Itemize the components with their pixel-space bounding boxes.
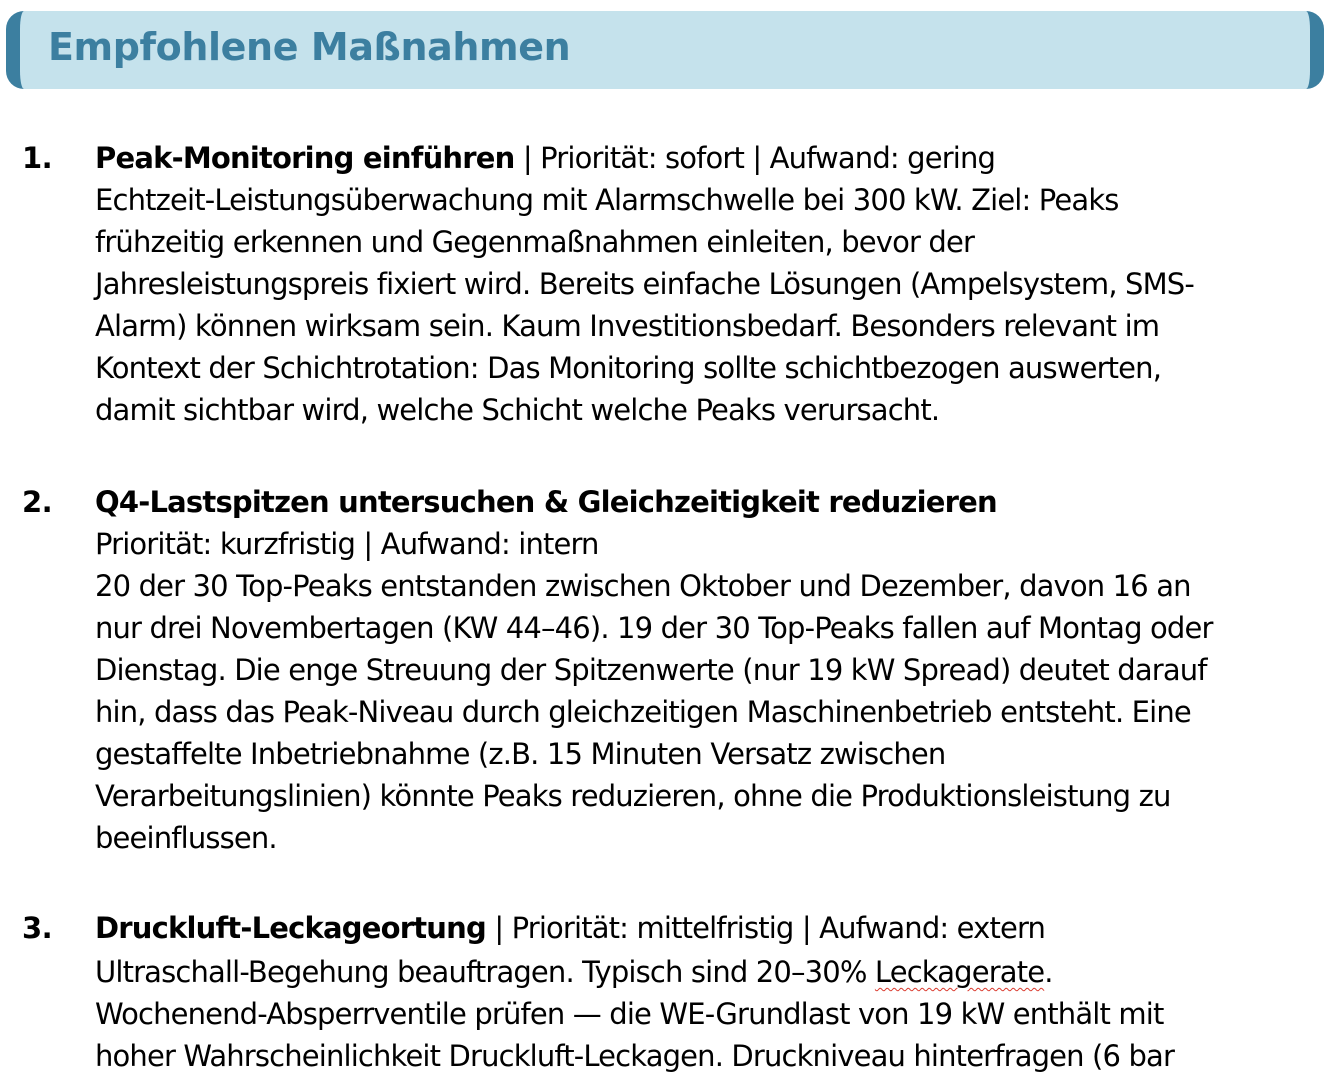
measure-text-line [95, 951, 1053, 993]
measure-text-line: frühzeitig erkennen und Gegenmaßnahmen einleiten, bevor der [95, 225, 975, 259]
measure-heading-line [95, 481, 997, 523]
measure-text-segment: Ultraschall-Begehung beauftragen. Typisch sind 20–30% [95, 955, 875, 989]
measure-text-line: 20 der 30 Top-Peaks entstanden zwischen Oktober und Dezember, davon 16 an [95, 569, 1191, 603]
measure-text-line: Dienstag. Die enge Streuung der Spitzenwerte (nur 19 kW Spread) deutet darauf [95, 653, 1207, 687]
measure-text-line: Kontext der Schichtrotation: Das Monitoring sollte schichtbezogen auswerten, [95, 351, 1162, 385]
measure-text-line: Verarbeitungslinien) könnte Peaks reduzieren, ohne die Produktionsleistung zu [95, 779, 1171, 813]
measure-meta: | Priorität: mittelfristig | Aufwand: extern [485, 911, 1046, 945]
measure-text-line: Wochenend-Absperrventile prüfen — die WE-Grundlast von 19 kW enthält mit [95, 997, 1164, 1031]
measure-text-line: damit sichtbar wird, welche Schicht welche Peaks verursacht. [95, 393, 940, 427]
measure-heading-line [95, 137, 995, 179]
measure-number: 3. [22, 911, 53, 945]
measure-text-segment: . [1044, 955, 1053, 989]
section-header [6, 11, 1324, 89]
measure-text-line: Jahresleistungspreis fixiert wird. Bereits einfache Lösungen (Ampelsystem, SMS- [95, 267, 1194, 301]
measure-text-line: nur drei Novembertagen (KW 44–46). 19 der 30 Top-Peaks fallen auf Montag oder [95, 611, 1213, 645]
measure-title: Druckluft-Leckageortung [95, 911, 486, 945]
measure-text-line: hin, dass das Peak-Niveau durch gleichzeitigen Maschinenbetrieb entsteht. Eine [95, 695, 1191, 729]
measure-number: 2. [22, 485, 53, 519]
measure-text-line: Alarm) können wirksam sein. Kaum Investitionsbedarf. Besonders relevant im [95, 309, 1160, 343]
measure-text-line: hoher Wahrscheinlichkeit Druckluft-Leckagen. Druckniveau hinterfragen (6 bar [95, 1039, 1175, 1073]
measure-number: 1. [22, 141, 53, 175]
measure-text-line: beeinflussen. [95, 821, 277, 855]
spellcheck-flagged-word[interactable]: Leckagerate [874, 955, 1045, 989]
measure-meta: | Priorität: sofort | Aufwand: gering [514, 141, 996, 175]
measure-heading-line [95, 907, 1045, 949]
section-title: Empfohlene Maßnahmen [48, 25, 571, 69]
measure-title: Peak-Monitoring einführen [95, 141, 515, 175]
measure-text-line: gestaffelte Inbetriebnahme (z.B. 15 Minuten Versatz zwischen [95, 737, 946, 771]
measure-text-line: Echtzeit-Leistungsüberwachung mit Alarmschwelle bei 300 kW. Ziel: Peaks [95, 183, 1119, 217]
measure-title: Q4-Lastspitzen untersuchen & Gleichzeitigkeit reduzieren [95, 485, 997, 519]
measure-meta: Priorität: kurzfristig | Aufwand: intern [95, 527, 599, 561]
